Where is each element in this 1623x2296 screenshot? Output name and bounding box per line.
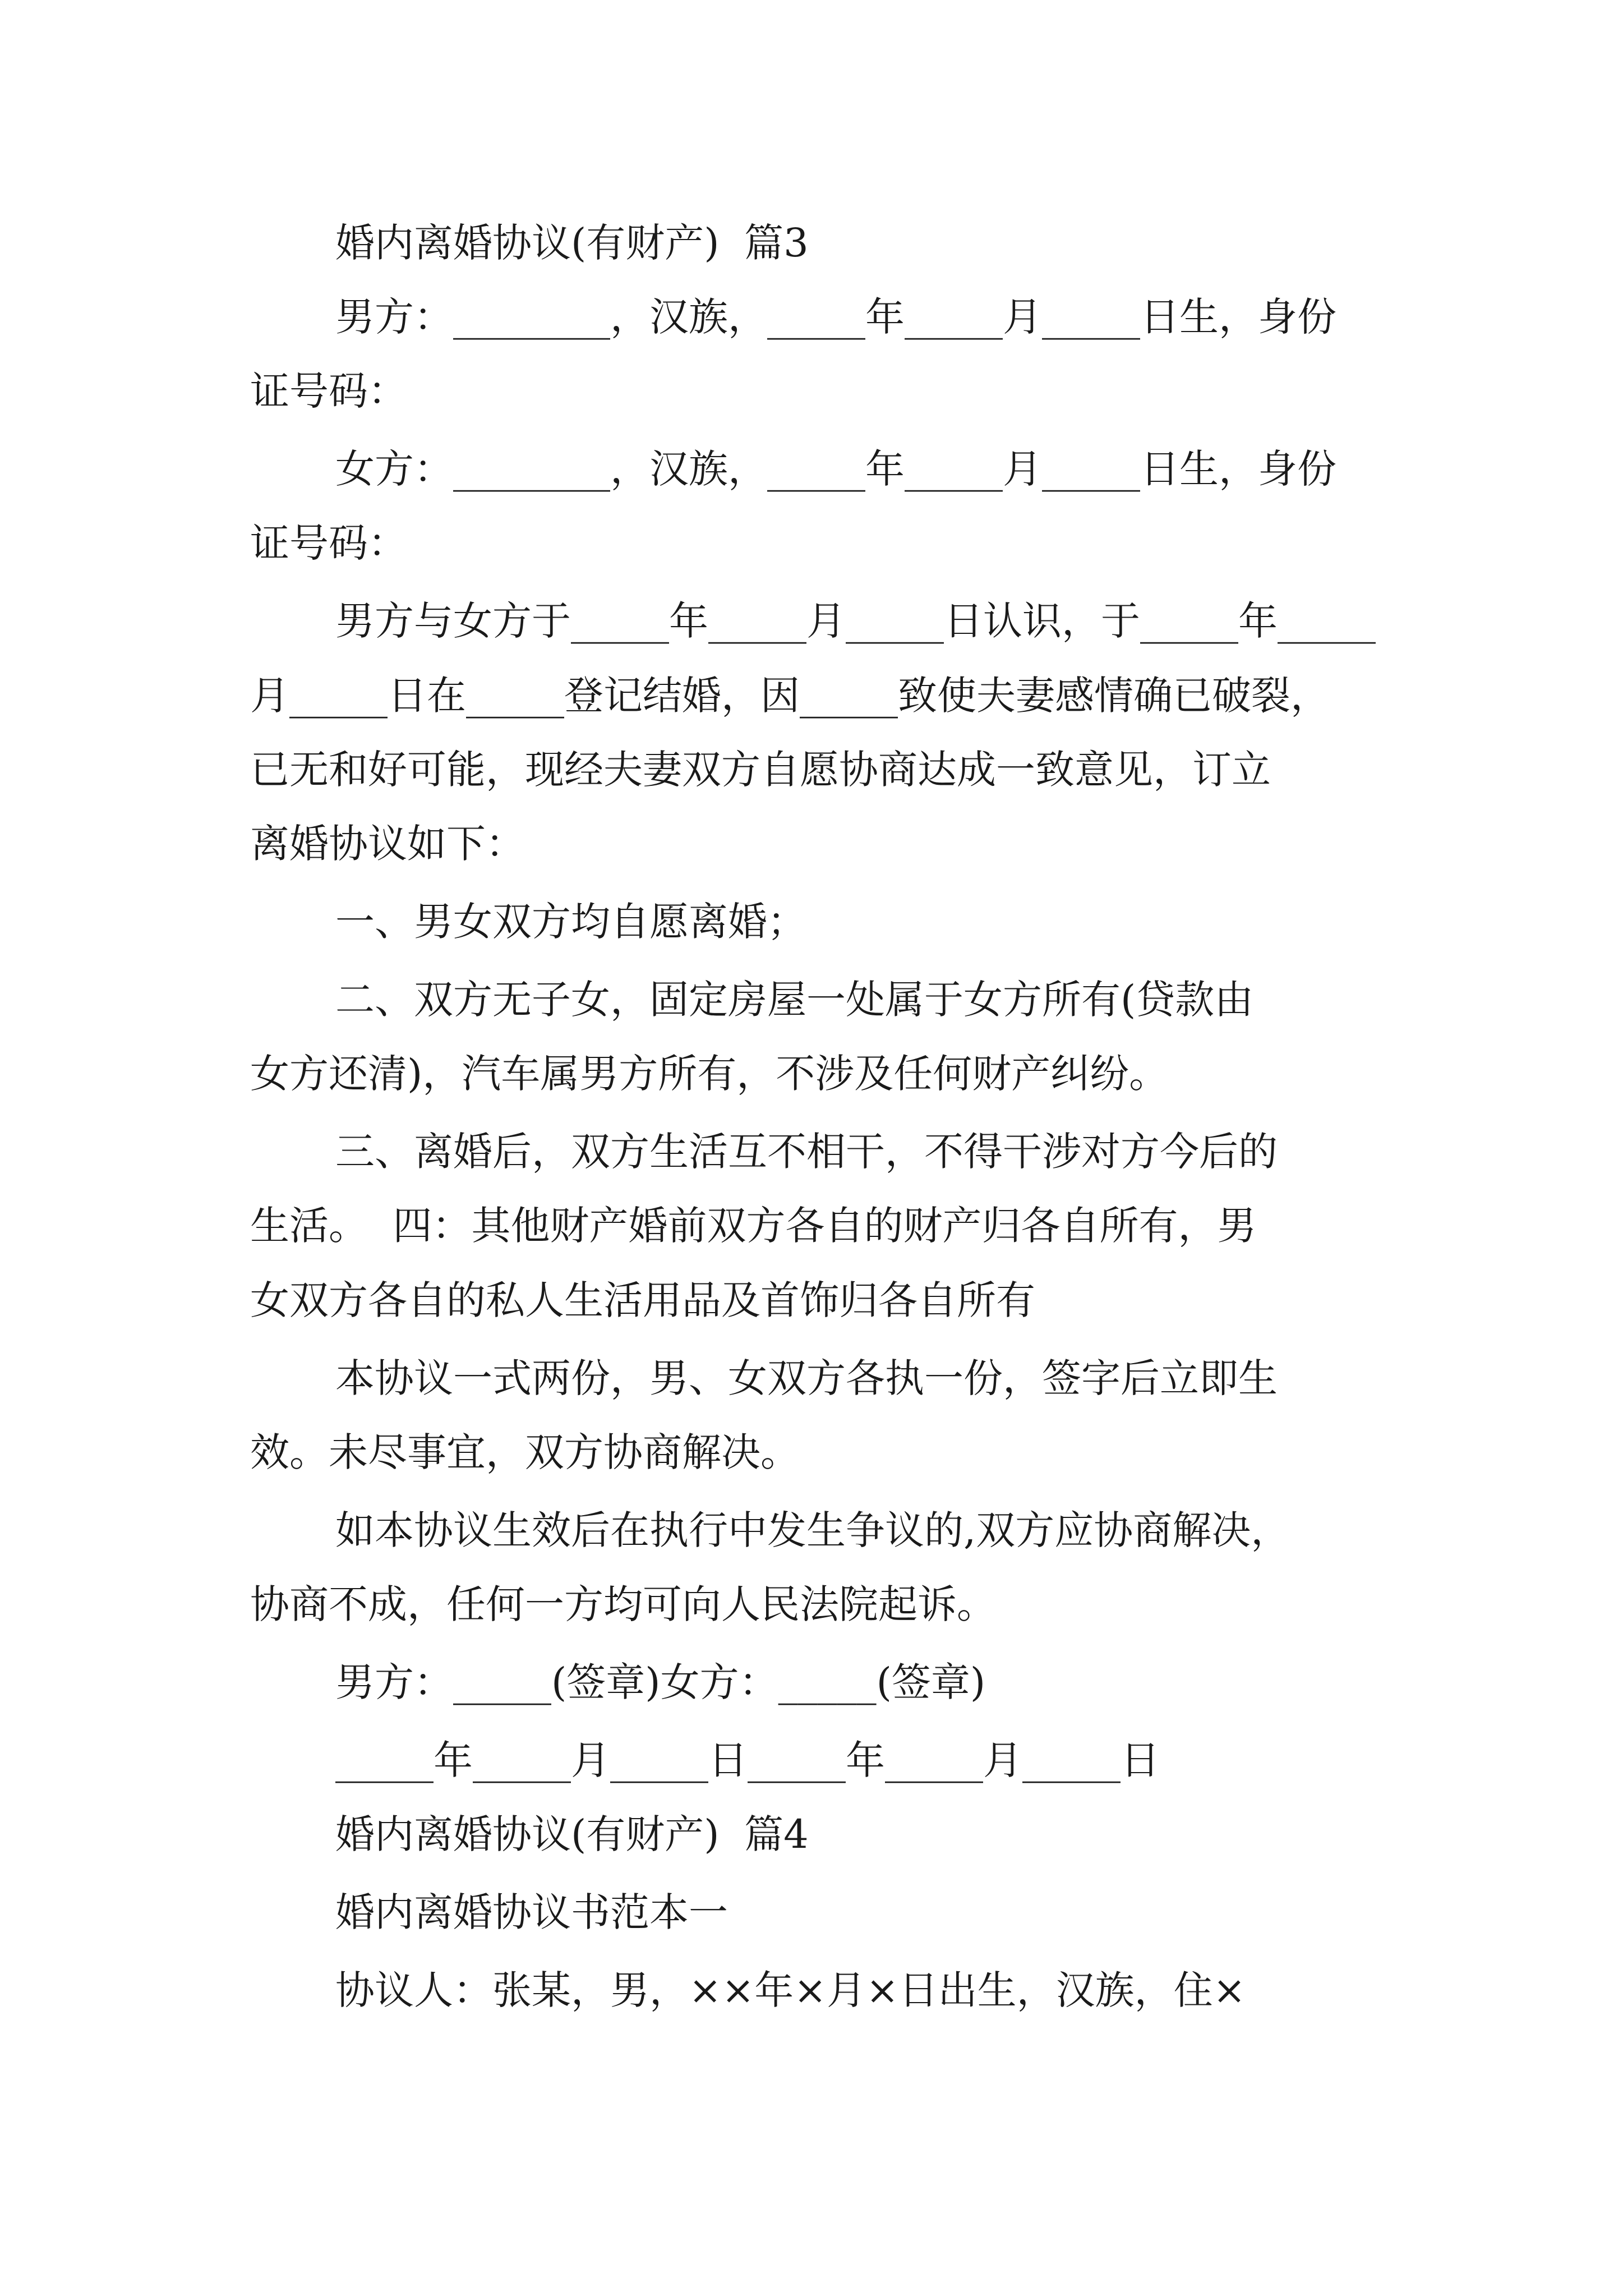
section-heading-4: 婚内离婚协议(有财产) 篇4	[335, 1811, 809, 1857]
female-id-line: 证号码：	[250, 520, 407, 566]
template-title: 婚内离婚协议书范本一	[335, 1889, 728, 1935]
clause-1: 一、男女双方均自愿离婚；	[335, 899, 806, 945]
copies-clause: 本协议一式两份，男、女双方各执一份，签字后立即生	[335, 1355, 1278, 1401]
dispute-clause: 如本协议生效后在执行中发生争议的,双方应协商解决，	[335, 1507, 1290, 1553]
dispute-clause-cont: 协商不成，任何一方均可向人民法院起诉。	[250, 1581, 996, 1627]
clause-3: 三、离婚后，双方生活互不相干，不得干涉对方今后的	[335, 1129, 1278, 1175]
clause-4-cont: 女双方各自的私人生活用品及首饰归各自所有	[250, 1277, 1035, 1323]
section-heading-3: 婚内离婚协议(有财产) 篇3	[335, 220, 809, 266]
paragraph-line: 月_____日在_____登记结婚，因_____致使夫妻感情确已破裂，	[250, 673, 1330, 719]
male-id-line: 证号码：	[250, 368, 407, 414]
paragraph-line: 离婚协议如下：	[250, 821, 525, 867]
male-party-line: 男方：________，汉族，_____年_____月_____日生，身份	[335, 294, 1336, 340]
paragraph-line: 男方与女方于_____年_____月_____日认识，于_____年_____	[335, 598, 1376, 644]
female-party-line: 女方：________，汉族，_____年_____月_____日生，身份	[335, 446, 1336, 492]
copies-clause-cont: 效。未尽事宜，双方协商解决。	[250, 1429, 800, 1475]
clause-2: 二、双方无子女，固定房屋一处属于女方所有(贷款由	[335, 977, 1254, 1023]
date-line: _____年_____月_____日_____年_____月_____日	[335, 1737, 1160, 1783]
paragraph-line: 已无和好可能，现经夫妻双方自愿协商达成一致意见，订立	[250, 747, 1271, 793]
clause-2-cont: 女方还清)，汽车属男方所有，不涉及任何财产纠纷。	[250, 1051, 1169, 1097]
clause-3-cont: 生活。 四：其他财产婚前双方各自的财产归各自所有，男	[250, 1203, 1257, 1249]
signature-line: 男方：_____(签章)女方：_____(签章)	[335, 1659, 986, 1705]
party-info-line: 协议人：张某，男，××年×月×日出生，汉族，住×	[335, 1967, 1246, 2013]
